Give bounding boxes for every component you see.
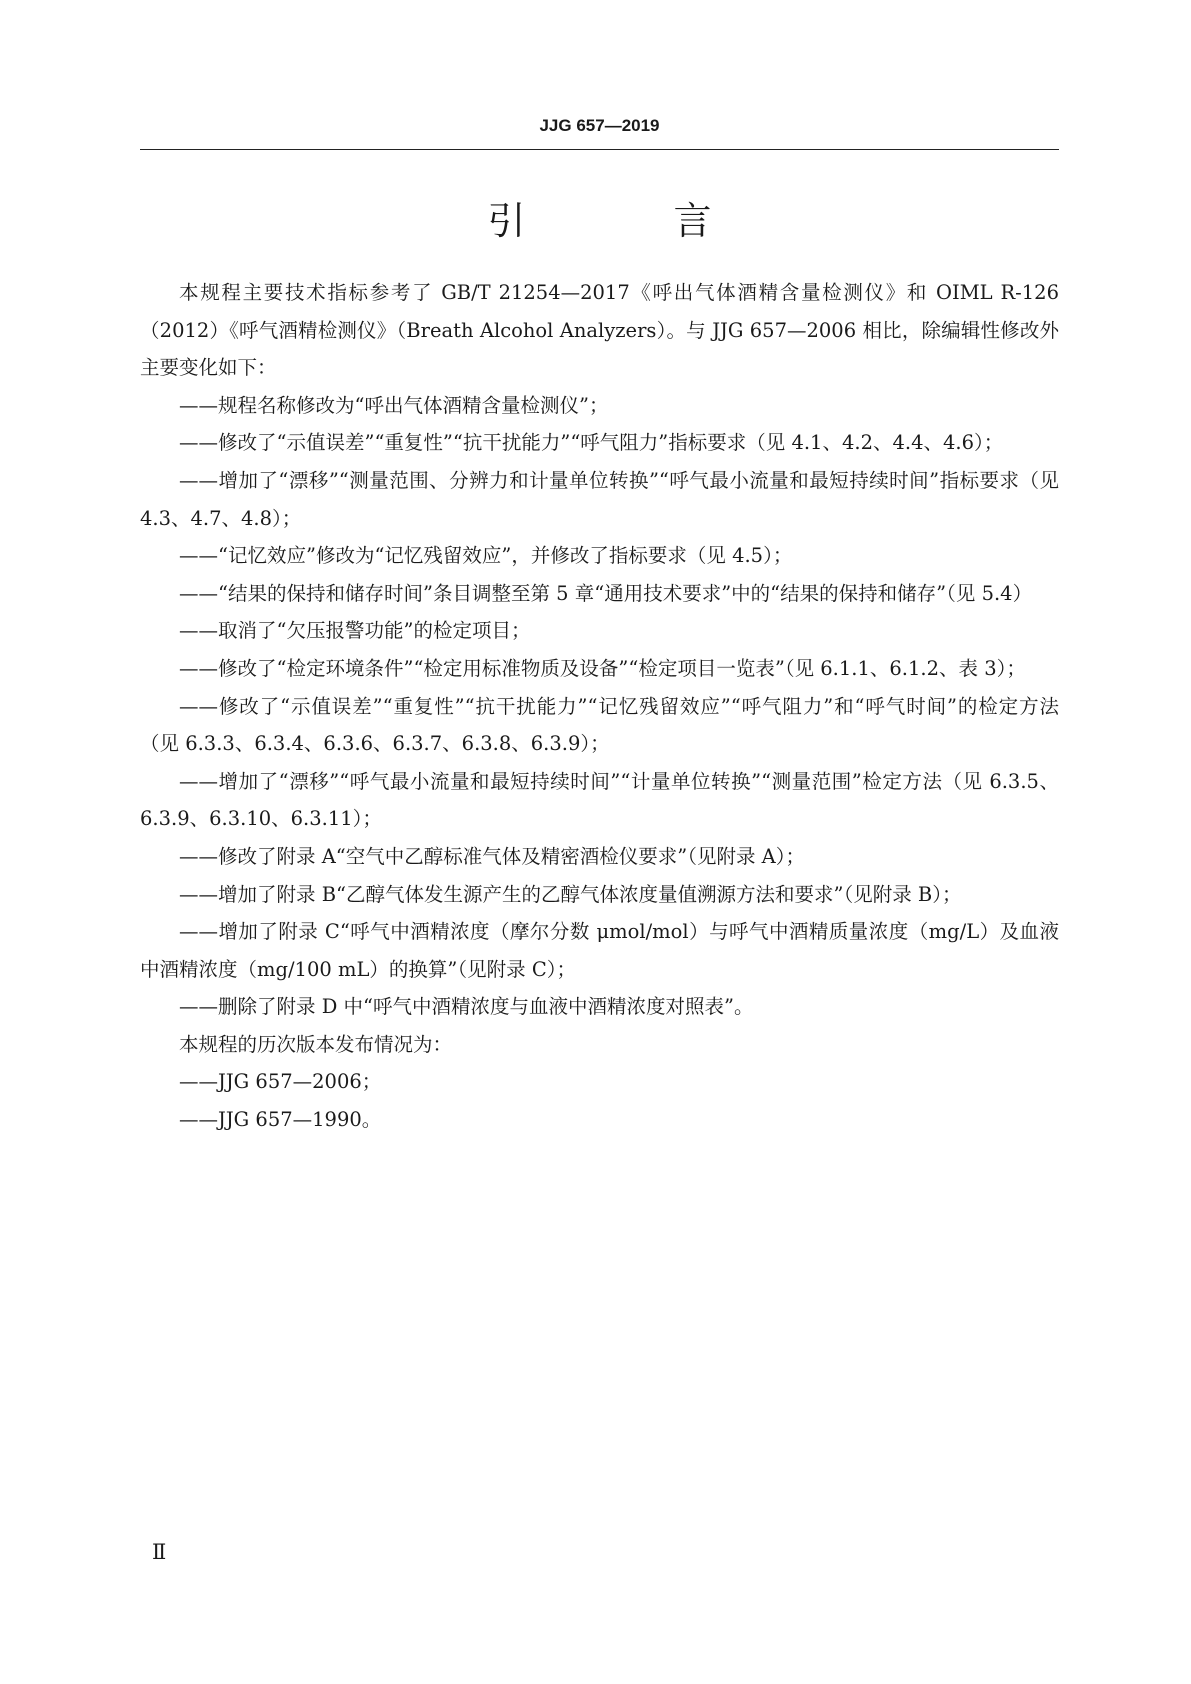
change-item: ——修改了“检定环境条件”“检定用标准物质及设备”“检定项目一览表”（见 6.1.1、6.1.2、表 3）； [179, 656, 1026, 680]
intro-paragraph: 本规程主要技术指标参考了 GB/T 21254—2017《呼出气体酒精含量检测仪》和 OIML R-126（2012）《呼气酒精检测仪》（Breath Alcohol Analyzers）。与 JJG 657—2006 相比，除编辑性修改外主要变化如下： [140, 281, 1059, 380]
change-item: ——修改了“示值误差”“重复性”“抗干扰能力”“记忆残留效应”“呼气阻力”和“呼气时间”的检定方法（见 6.3.3、6.3.4、6.3.6、6.3.7、6.3.8、6.3.9）； [140, 694, 1059, 756]
change-item: ——修改了“示值误差”“重复性”“抗干扰能力”“呼气阻力”指标要求（见 4.1、4.2、4.4、4.6）； [179, 431, 1004, 455]
change-item: ——增加了“漂移”“测量范围、分辨力和计量单位转换”“呼气最小流量和最短持续时间”指标要求（见 4.3、4.7、4.8）； [140, 468, 1059, 530]
history-intro: 本规程的历次版本发布情况为： [179, 1032, 453, 1056]
document-code: JJG 657—2019 [539, 116, 660, 135]
foreword-body [140, 274, 1059, 1139]
header-rule [140, 149, 1059, 150]
change-item: ——增加了附录 B“乙醇气体发生源产生的乙醇气体浓度量值溯源方法和要求”（见附录 B）； [179, 882, 962, 906]
history-item: ——JJG 657—1990。 [179, 1108, 382, 1132]
page-title: 引 言 [487, 199, 780, 243]
change-item: ——“记忆效应”修改为“记忆残留效应”，并修改了指标要求（见 4.5）； [179, 544, 793, 568]
change-item: ——修改了附录 A“空气中乙醇标准气体及精密酒检仪要求”（见附录 A）； [179, 844, 805, 868]
history-item: ——JJG 657—2006； [179, 1070, 382, 1094]
change-item: ——“结果的保持和储存时间”条目调整至第 5 章“通用技术要求”中的“结果的保持和储存”（见 5.4） [179, 581, 1033, 605]
change-item: ——取消了“欠压报警功能”的检定项目； [179, 619, 531, 643]
change-item: ——删除了附录 D 中“呼气中酒精浓度与血液中酒精浓度对照表”。 [179, 995, 754, 1019]
change-item: ——规程名称修改为“呼出气体酒精含量检测仪”； [179, 393, 609, 417]
change-item: ——增加了附录 C“呼气中酒精浓度（摩尔分数 μmol/mol）与呼气中酒精质量浓度（mg/L）及血液中酒精浓度（mg/100 mL）的换算”（见附录 C）； [140, 920, 1059, 981]
change-item: ——增加了“漂移”“呼气最小流量和最短持续时间”“计量单位转换”“测量范围”检定方法（见 6.3.5、6.3.9、6.3.10、6.3.11）； [140, 769, 1059, 831]
page-number: Ⅱ [152, 1540, 167, 1564]
